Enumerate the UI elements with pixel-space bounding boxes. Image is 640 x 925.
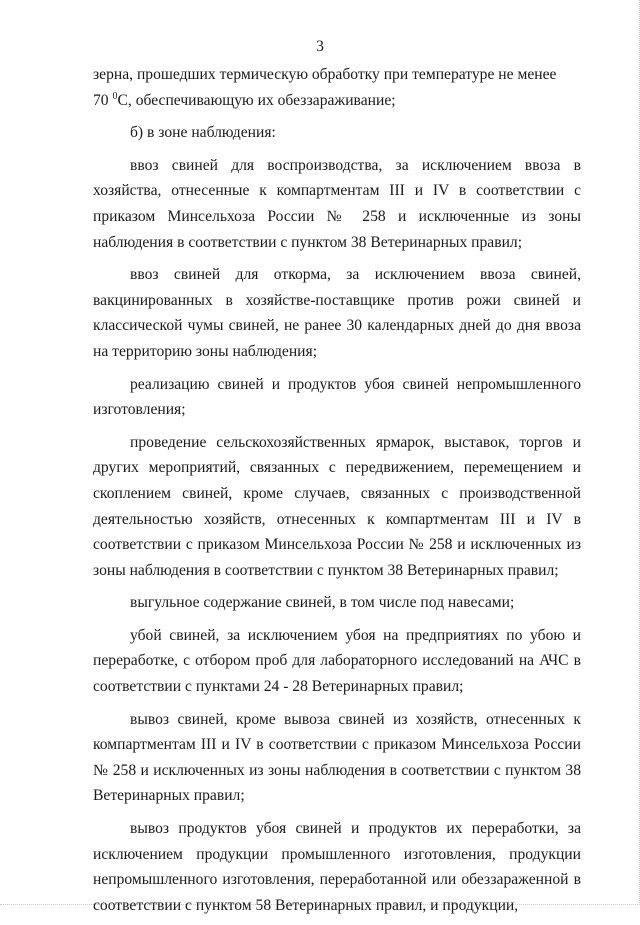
paragraph-temperature bbox=[93, 88, 581, 114]
paragraph-slaughter: убой свиней, за исключением убоя на предприятиях по убою и переработке, с отбором проб для лабораторного исследований на АЧС в соответствии с пунктами 24 - 28 Ветеринарных правил; bbox=[93, 626, 581, 696]
paragraph-grain-line: зерна, прошедших термическую обработку при температуре не менее bbox=[93, 66, 557, 83]
degree-sup: 0 bbox=[112, 90, 118, 102]
paragraph-export-products: вывоз продуктов убоя свиней и продуктов их переработки, за исключением продукции промышленного изготовления, продукции непромышленного изготовления, переработанной или обеззараженной в соответствии с пунктом 58 Ветеринарных правил, и продукции, bbox=[93, 820, 581, 914]
document-body bbox=[93, 62, 581, 925]
paragraph-breeding-import: ввоз свиней для воспроизводства, за исключением ввоза в хозяйства, отнесенные к компартментам III и IV в соответствии с приказом Минсельхоза России № 258 и исключенные из зоны наблюдения в соответствии с пунктом 38 Ветеринарных правил; bbox=[93, 156, 581, 251]
paragraph-export-pigs: вывоз свиней, кроме вывоза свиней из хозяйств, отнесенных к компартментам III и IV в соответствии с приказом Минсельхоза России № 258 и исключенных из зоны наблюдения в соответствии с пунктом 38 Ветеринарных правил; bbox=[93, 710, 581, 805]
paragraph-sale: реализацию свиней и продуктов убоя свиней непромышленного изготовления; bbox=[93, 375, 581, 419]
temperature-tail: С, обеспечивающую их обеззараживание; bbox=[117, 91, 396, 109]
page-number: 3 bbox=[316, 38, 324, 55]
paragraph-fattening-import: ввоз свиней для откорма, за исключением ввоза свиней, вакцинированных в хозяйстве-поставщике против рожи свиней и классической чумы свиней, не ранее 30 календарных дней до дня ввоза на территорию зоны наблюдения; bbox=[93, 266, 581, 360]
paragraph-observation-zone: б) в зоне наблюдения: bbox=[130, 124, 276, 142]
paragraph-fairs: проведение сельскохозяйственных ярмарок, выставок, торгов и других мероприятий, связанных с передвижением, перемещением и скоплением свиней, кроме случаев, связанных с производственной деятельностью хозяйств, отнесенных к компартментам III и IV в соответствии с приказом Минсельхоза России № 258 и исключенных из зоны наблюдения в соответствии с пунктом 38 Ветеринарных правил; bbox=[93, 433, 581, 579]
paragraph-outdoor-keeping: выгульное содержание свиней, в том числе под навесами; bbox=[130, 594, 515, 612]
temperature-value: 70 bbox=[93, 91, 113, 109]
